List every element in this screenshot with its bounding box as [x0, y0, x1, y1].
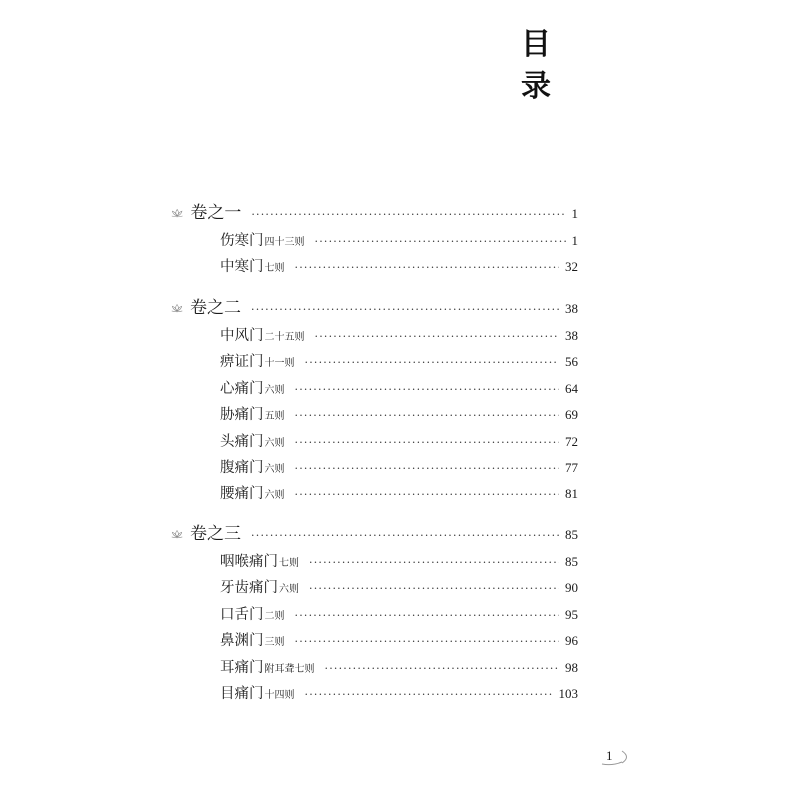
section-note: 附耳聋七则 [264, 663, 315, 675]
title-char-2: 录 [521, 69, 551, 104]
toc-section-entry[interactable] [220, 229, 578, 253]
toc-section-entry[interactable] [220, 550, 578, 574]
dot-leader [295, 256, 560, 280]
dot-leader [295, 630, 560, 654]
section-note: 七则 [279, 558, 299, 569]
section-title: 中风门 [220, 328, 264, 344]
dot-leader [295, 483, 560, 507]
section-note: 六则 [264, 384, 285, 396]
lotus-icon [170, 205, 184, 221]
section-note: 六则 [264, 464, 285, 475]
section-title: 心痛门 [220, 380, 264, 397]
section-note: 二十五则 [264, 332, 305, 343]
section-page: 77 [565, 460, 578, 475]
toc-section-entry[interactable] [220, 324, 578, 348]
section-title: 鼻渊门 [220, 633, 264, 650]
dot-leader [251, 203, 565, 227]
section-note: 十一则 [264, 358, 295, 370]
volume-page: 85 [565, 527, 578, 542]
toc-section-entry[interactable] [220, 456, 578, 480]
dot-leader [251, 524, 559, 548]
toc-section-entry[interactable] [220, 656, 578, 680]
volume-title: 卷之三 [190, 524, 242, 544]
section-title: 耳痛门 [220, 659, 264, 676]
section-note: 五则 [264, 411, 285, 423]
lotus-icon [170, 526, 184, 542]
toc-section-entry[interactable] [220, 350, 578, 374]
section-note: 七则 [264, 263, 285, 275]
toc-section-entry[interactable] [220, 629, 578, 653]
dot-leader [309, 577, 559, 601]
section-page: 81 [565, 486, 578, 502]
section-note: 三则 [264, 637, 285, 649]
page-number-label: 1 [606, 748, 613, 763]
dot-leader [295, 457, 560, 481]
toc-section-entry[interactable] [220, 682, 578, 706]
volume-page: 1 [571, 206, 578, 221]
section-title: 牙齿痛门 [220, 580, 278, 597]
volume-title: 卷之一 [190, 203, 242, 223]
dot-leader [305, 351, 560, 375]
section-page: 56 [565, 354, 578, 370]
section-page: 72 [565, 433, 578, 449]
toc-section-entry[interactable] [220, 403, 578, 427]
toc-section-entry[interactable] [220, 482, 578, 506]
dot-leader [295, 604, 560, 628]
dot-leader [251, 298, 559, 322]
section-page: 96 [565, 633, 578, 649]
section-note: 十四则 [264, 690, 295, 701]
section-title: 口舌门 [220, 606, 264, 623]
section-title: 腰痛门 [220, 486, 264, 503]
section-title: 伤寒门 [220, 233, 264, 249]
section-page: 90 [565, 580, 578, 596]
section-title: 痹证门 [220, 354, 264, 371]
lotus-icon [170, 300, 184, 316]
dot-leader [295, 378, 560, 402]
section-note: 六则 [264, 490, 285, 502]
dot-leader [315, 230, 566, 254]
toc-section-entry[interactable] [220, 603, 578, 627]
section-title: 头痛门 [220, 433, 264, 450]
page-number [600, 746, 634, 768]
toc-volume-entry[interactable] [170, 522, 578, 546]
dot-leader [309, 551, 559, 575]
dot-leader [325, 657, 560, 681]
volume-title: 卷之二 [190, 298, 242, 318]
section-page: 69 [565, 407, 578, 423]
dot-leader [295, 404, 560, 428]
section-title: 腹痛门 [220, 460, 264, 476]
section-note: 六则 [279, 584, 299, 596]
toc-volume-entry[interactable] [170, 296, 578, 320]
section-page: 95 [565, 606, 578, 622]
toc-section-entry[interactable] [220, 377, 578, 401]
dot-leader [315, 325, 560, 349]
title-char-1: 目 [521, 27, 551, 62]
section-page: 98 [565, 659, 578, 675]
section-note: 四十三则 [264, 237, 305, 248]
toc-section-entry[interactable] [220, 255, 578, 279]
section-note: 二则 [264, 610, 285, 622]
section-page: 85 [565, 554, 578, 569]
section-title: 胁痛门 [220, 407, 264, 424]
section-page: 32 [565, 259, 578, 275]
section-title: 咽喉痛门 [220, 554, 278, 570]
section-page: 64 [565, 380, 578, 396]
toc-section-entry[interactable] [220, 430, 578, 454]
section-page: 103 [558, 686, 578, 701]
volume-page: 38 [565, 301, 578, 316]
toc-section-entry[interactable] [220, 576, 578, 600]
section-page: 1 [571, 233, 578, 248]
dot-leader [305, 683, 553, 707]
section-page: 38 [565, 328, 578, 343]
toc-volume-entry[interactable] [170, 201, 578, 225]
section-title: 目痛门 [220, 686, 264, 702]
dot-leader [295, 431, 560, 455]
section-note: 六则 [264, 437, 285, 449]
section-title: 中寒门 [220, 259, 264, 276]
